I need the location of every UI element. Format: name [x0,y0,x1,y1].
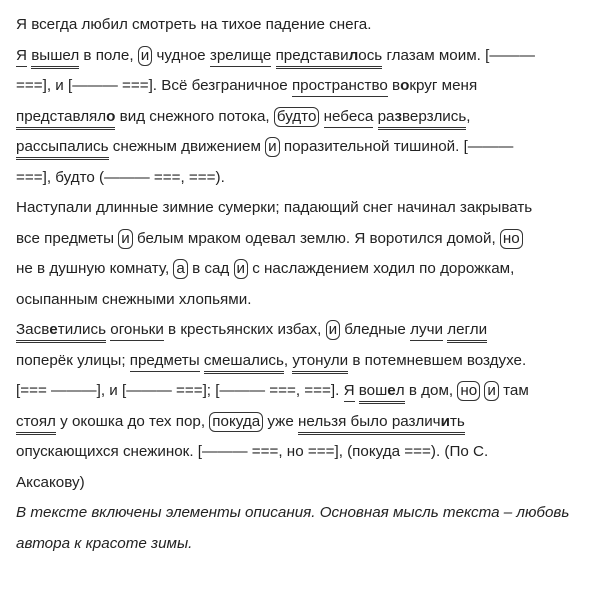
text-line [16,41,590,72]
text-run: там [498,382,529,399]
text-run: Наступали длинные зимние сумерки; падающий снег начинал закрывать [16,199,533,216]
text-run: , [283,351,293,369]
text-run: с наслаждением ходил по дорожкам, [248,260,515,277]
text-run: Я всегда любил смотреть на тихое падение снега. [16,16,372,33]
predicate-word: смешались [204,351,284,374]
subject-word: пространство [292,76,388,97]
text-run: ===], будто (——— ===, ===). [16,168,225,186]
text-line [16,132,590,163]
text-run: осыпанным снежными хлопьями. [16,290,252,308]
stress-letter: о [400,77,410,94]
text-run: , [466,107,471,125]
stress-letter: л [348,46,359,64]
subject-word: предметы [130,351,200,372]
subject-word: лучи [410,320,443,341]
predicate-word: Засветились [16,320,106,343]
text-run: белым мраком одевал землю. Я воротился домой, [132,229,500,247]
stress-letter: и [440,412,450,430]
conjunction-box: и [484,381,498,401]
text-run: уже [263,412,298,430]
text-line [16,407,590,438]
text-run: автора к красоте зимы. [16,534,193,552]
text-line [16,224,590,255]
subject-word: небеса [324,107,374,128]
predicate-word: утонули [292,351,348,374]
text-run: глазам моим. [——— [382,46,535,64]
text-line [16,193,590,224]
conjunction-box: но [500,229,523,249]
summary-line [16,529,590,560]
text-run: в дом, [404,382,458,399]
text-run: в крестьянских избах, [163,321,326,338]
text-run: в сад [187,260,234,277]
predicate-word: стоял [16,412,56,435]
text-line [16,10,590,41]
summary-line [16,498,590,529]
stress-letter: е [387,382,396,399]
text-line [16,285,590,316]
conjunction-box: и [265,137,279,157]
text-run: у окошка до тех пор, [55,412,210,430]
predicate-word: вошел [359,381,405,404]
conjunction-box: будто [274,107,320,127]
text-run: снежным движением [108,138,266,155]
subject-word: Я [344,381,355,402]
conjunction-box: но [457,381,480,401]
text-run: все предметы [16,229,119,247]
stress-letter: е [49,321,58,338]
text-run: не в душную комнату, [16,260,174,277]
stress-letter: з [394,107,403,125]
text-run: в поле, [79,46,138,64]
text-run: чудное [152,46,210,64]
subject-word: Я [16,46,27,67]
text-line [16,437,590,468]
text-run: бледные [340,321,411,338]
predicate-word: представилось [276,46,383,69]
text-run: [=== ———], и [——— ===]; [——— ===, ===]. [16,382,344,399]
text-line [16,346,590,377]
text-run: поперёк улицы; [16,351,130,369]
text-run: опускающихся снежинок. [——— ===, но ===], (покуда ===). (По С. [16,443,489,460]
text-run: поразительной тишиной. [——— [279,138,514,155]
text-run: в потемневшем воздухе. [348,351,527,369]
text-run: вид снежного потока, [115,107,274,125]
text-run: В тексте включены элементы описания. Основная мысль текста – любовь [16,504,570,521]
predicate-word: рассыпались [16,137,109,160]
text-line [16,254,590,285]
conjunction-box: покуда [209,412,263,432]
text-line [16,102,590,133]
predicate-word: разверзлись [378,107,467,130]
predicate-word: нельзя было различить [298,412,465,435]
subject-word: зрелище [210,46,271,67]
conjunction-box: а [173,259,187,279]
text-line [16,468,590,499]
conjunction-box: и [234,259,248,279]
text-line [16,163,590,194]
conjunction-box: и [326,320,340,340]
text-run: вокруг [392,77,438,94]
text-line [16,315,590,346]
text-line [16,376,590,407]
text-line [16,71,590,102]
conjunction-box: и [138,46,152,66]
stress-letter: о [106,107,116,125]
text-run: Аксакову) [16,473,85,491]
text-run: ===], и [——— ===]. Всё безграничное [16,77,292,94]
text-run: меня [437,77,478,94]
subject-word: огоньки [110,320,164,341]
predicate-word: вышел [31,46,79,69]
predicate-word: легли [447,320,487,343]
predicate-word: представляло [16,107,115,130]
conjunction-box: и [118,229,132,249]
